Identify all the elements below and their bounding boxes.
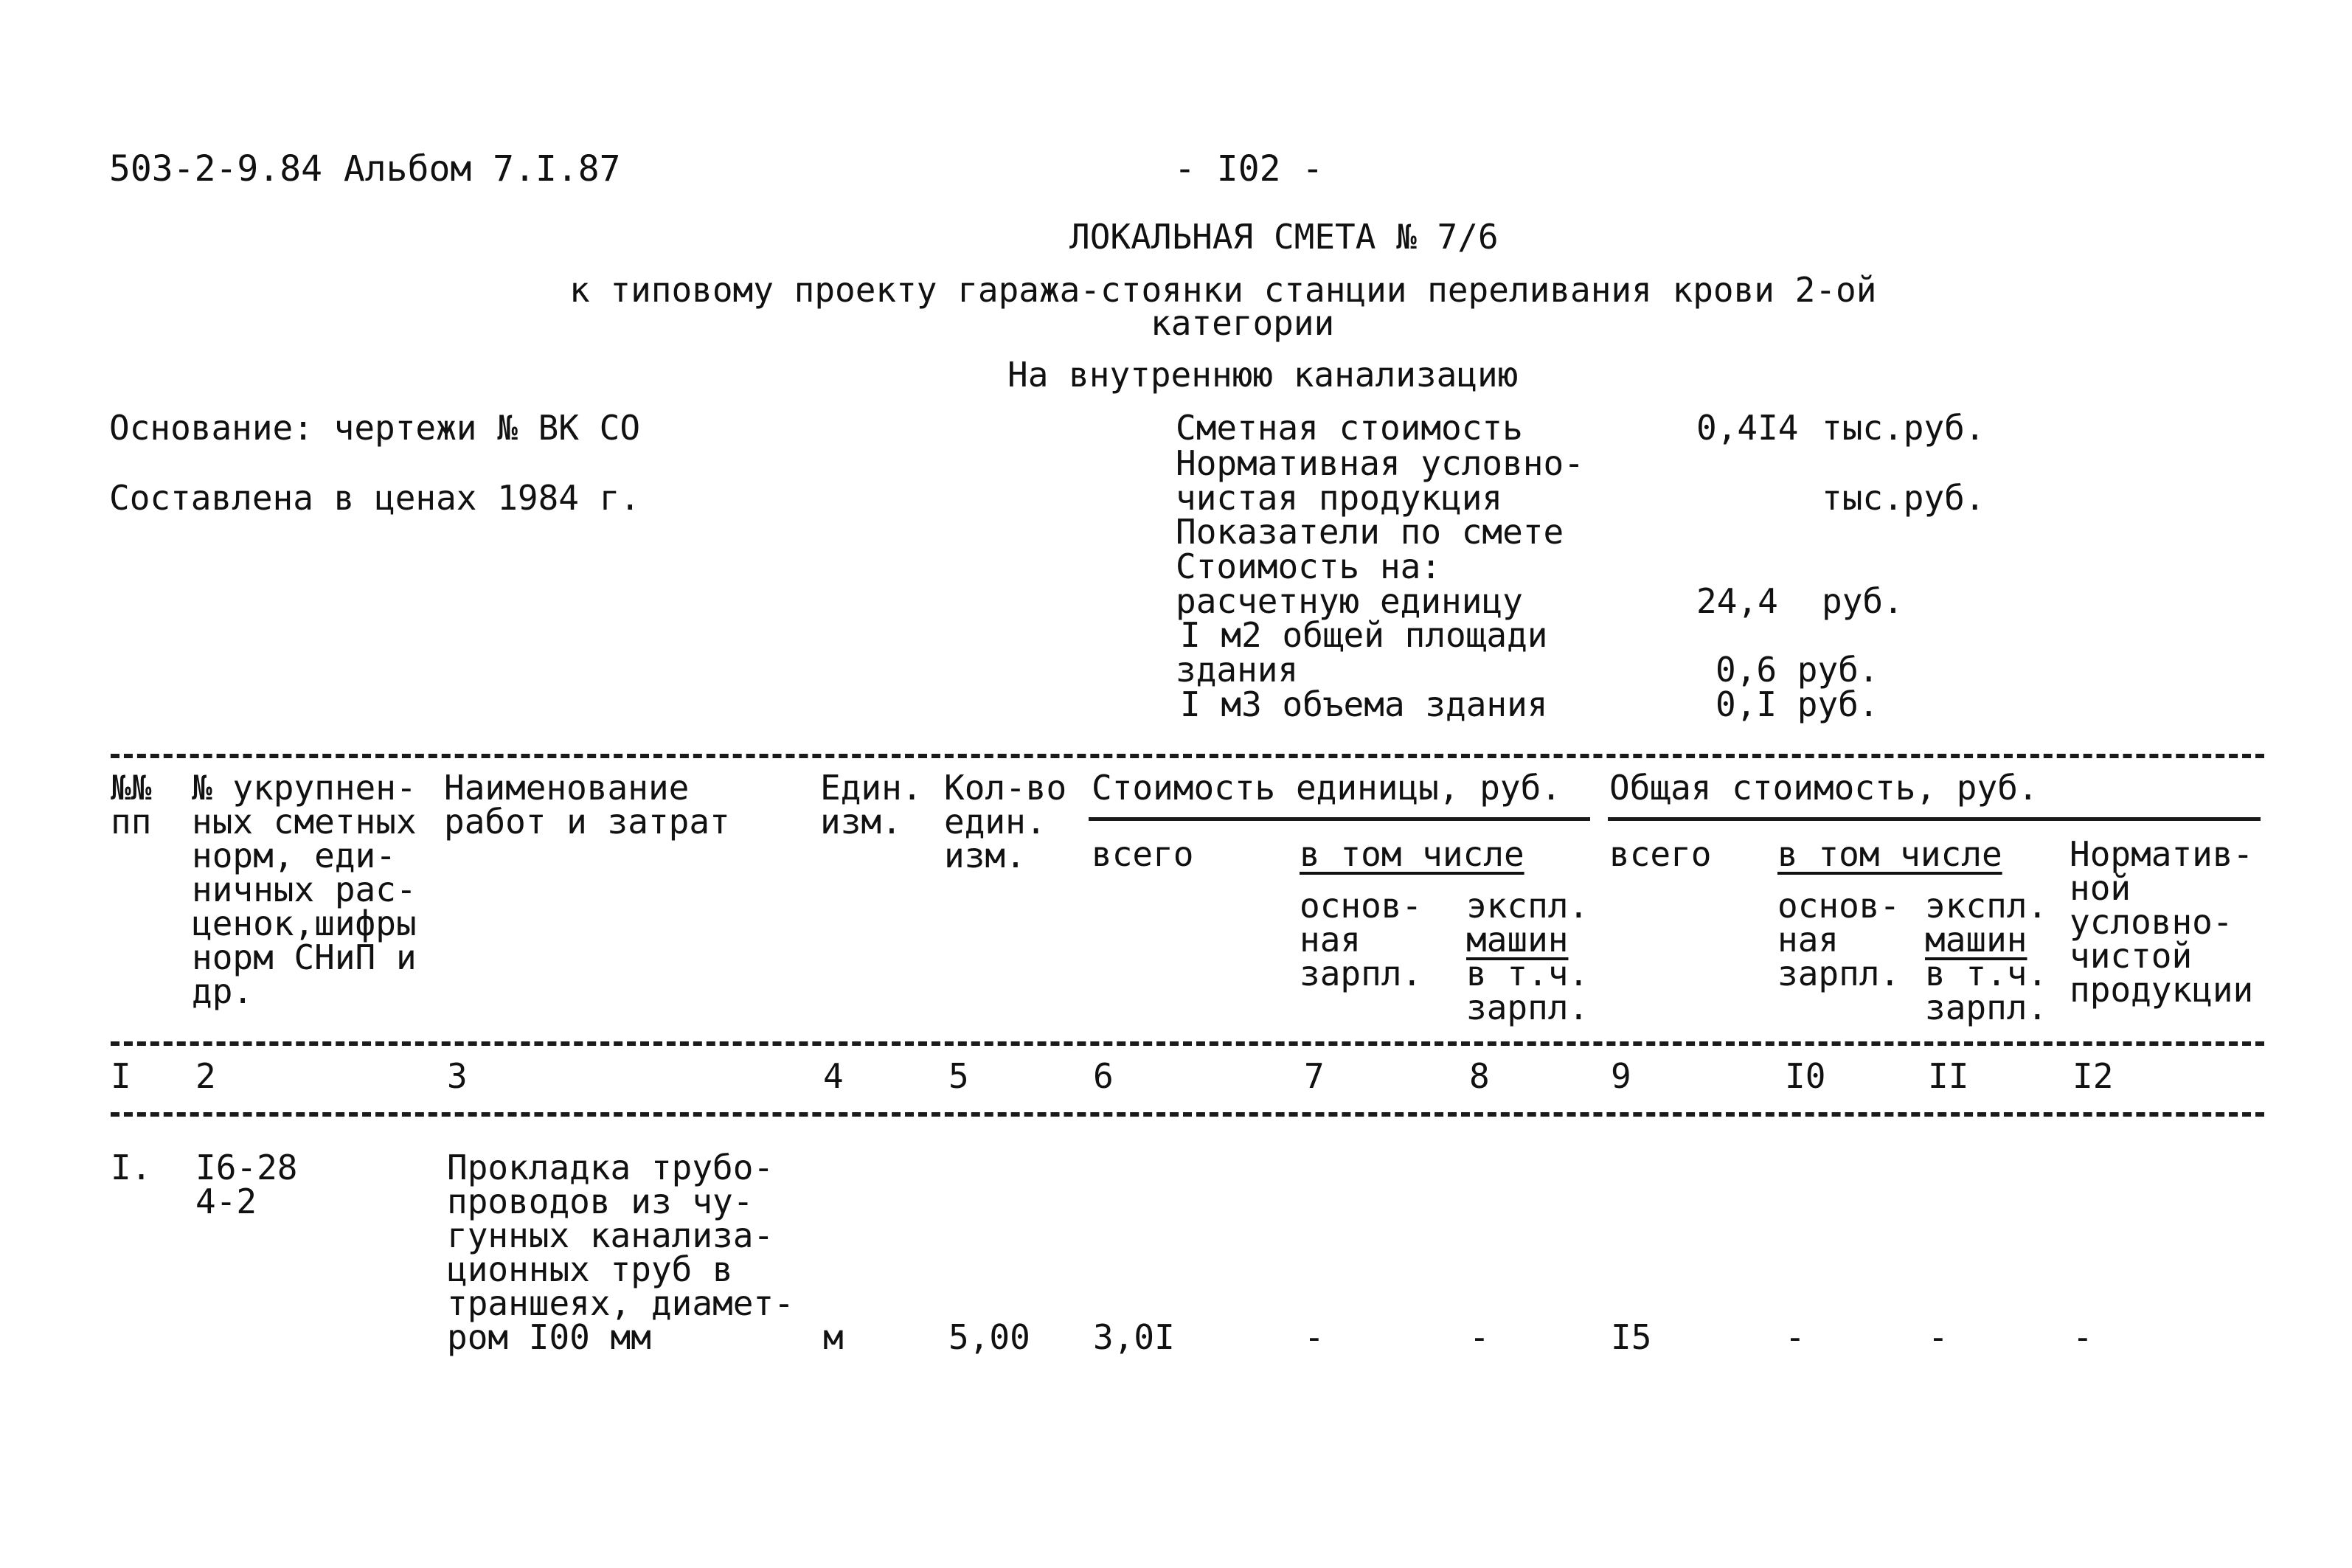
cost-unit: тыс.руб. bbox=[1822, 408, 1985, 448]
unit-cost-group-line bbox=[1089, 817, 1590, 821]
m3-label: I м3 объема здания bbox=[1180, 684, 1548, 724]
basis-drawings: Основание: чертежи № ВК СО bbox=[109, 408, 641, 448]
unit-total-header: всего bbox=[1092, 834, 1194, 874]
col-header-work-name: Наименование работ и затрат bbox=[444, 768, 730, 842]
norm-product-label-2: чистая продукция bbox=[1176, 478, 1503, 518]
row-unit-wages: - bbox=[1304, 1317, 1325, 1357]
column-number: 2 bbox=[195, 1056, 216, 1096]
row-work-name: Прокладка трубо- проводов из чу- гунных канализа- ционных труб в траншеях, диамет- ром I00 мм bbox=[447, 1148, 794, 1357]
unit-wages-header: основ- ная зарпл. bbox=[1300, 886, 1423, 993]
album-reference: 503-2-9.84 Альбом 7.I.87 bbox=[109, 148, 621, 190]
column-number: 8 bbox=[1469, 1056, 1490, 1096]
total-machines-header-c: в т.ч. зарпл. bbox=[1925, 954, 2048, 1027]
project-subtitle-line1: к типовому проекту гаража-стоянки станции переливания крови 2-ой bbox=[569, 270, 1877, 310]
page-number: - I02 - bbox=[1174, 148, 1324, 190]
per-unit-unit: руб. bbox=[1822, 581, 1904, 621]
row-unit: м bbox=[823, 1317, 844, 1357]
column-number: I0 bbox=[1785, 1056, 1826, 1096]
row-total-wages: - bbox=[1785, 1317, 1805, 1357]
column-number: II bbox=[1928, 1056, 1969, 1096]
column-number: 5 bbox=[948, 1056, 969, 1096]
unit-machines-header-c: в т.ч. зарпл. bbox=[1466, 954, 1589, 1027]
norm-product-label-1: Нормативная условно- bbox=[1176, 443, 1584, 483]
section-title: На внутреннюю канализацию bbox=[1007, 355, 1519, 395]
row-unit-machines: - bbox=[1469, 1317, 1490, 1357]
column-number: 6 bbox=[1093, 1056, 1114, 1096]
row-quantity: 5,00 bbox=[948, 1317, 1030, 1357]
m2-label-1: I м2 общей площади bbox=[1180, 615, 1548, 655]
m2-label-2: здания bbox=[1176, 650, 1299, 690]
cost-per-label: Стоимость на: bbox=[1176, 547, 1442, 586]
basis-prices: Составлена в ценах 1984 г. bbox=[109, 478, 641, 518]
total-cost-group-header: Общая стоимость, руб. bbox=[1609, 768, 2039, 808]
unit-incl-header: в том числе bbox=[1300, 834, 1524, 874]
unit-machines-header-a: экспл. bbox=[1466, 886, 1589, 926]
row-norm-product: - bbox=[2072, 1317, 2093, 1357]
norm-product-unit: тыс.руб. bbox=[1822, 478, 1985, 518]
estimate-title: ЛОКАЛЬНАЯ СМЕТА № 7/6 bbox=[1069, 217, 1499, 257]
col-header-norm-code: № укрупнен- ных сметных норм, еди- ничных рас- ценок,шифры норм СНиП и др. bbox=[192, 768, 417, 1011]
unit-cost-group-header: Стоимость единицы, руб. bbox=[1092, 768, 1561, 808]
indicators-label: Показатели по смете bbox=[1176, 512, 1564, 552]
table-top-rule bbox=[111, 754, 2264, 758]
cost-value: 0,4I4 bbox=[1696, 408, 1799, 448]
unit-machines-header-b: машин bbox=[1466, 920, 1569, 960]
total-machines-header-b: машин bbox=[1925, 920, 2027, 960]
norm-product-header: Норматив- ной условно- чистой продукции bbox=[2070, 834, 2254, 1010]
row-total-machines: - bbox=[1928, 1317, 1949, 1357]
col-header-number: №№ пп bbox=[111, 768, 152, 842]
header-bottom-rule bbox=[111, 1041, 2264, 1046]
col-header-quantity: Кол-во един. изм. bbox=[944, 768, 1067, 875]
column-number: 7 bbox=[1304, 1056, 1325, 1096]
column-number: 9 bbox=[1611, 1056, 1631, 1096]
total-machines-header-a: экспл. bbox=[1925, 886, 2048, 926]
numbers-bottom-rule bbox=[111, 1112, 2264, 1117]
row-total: I5 bbox=[1611, 1317, 1652, 1357]
col-header-unit: Един. изм. bbox=[820, 768, 923, 842]
project-subtitle-line2: категории bbox=[1151, 303, 1335, 343]
m3-value: 0,I руб. bbox=[1716, 684, 1879, 724]
total-cost-group-line bbox=[1608, 817, 2261, 821]
m2-value: 0,6 руб. bbox=[1716, 650, 1879, 690]
row-norm-code: I6-28 4-2 bbox=[195, 1148, 298, 1221]
total-total-header: всего bbox=[1609, 834, 1712, 874]
column-number: 4 bbox=[823, 1056, 844, 1096]
cost-label: Сметная стоимость bbox=[1176, 408, 1523, 448]
column-number: 3 bbox=[447, 1056, 468, 1096]
column-number: I2 bbox=[2072, 1056, 2114, 1096]
column-number: I bbox=[111, 1056, 131, 1096]
row-unit-total: 3,0I bbox=[1093, 1317, 1175, 1357]
row-number: I. bbox=[111, 1148, 152, 1187]
per-unit-value: 24,4 bbox=[1696, 581, 1778, 621]
per-unit-label: расчетную единицу bbox=[1176, 581, 1523, 621]
total-incl-header: в том числе bbox=[1777, 834, 2002, 874]
total-wages-header: основ- ная зарпл. bbox=[1777, 886, 1901, 993]
